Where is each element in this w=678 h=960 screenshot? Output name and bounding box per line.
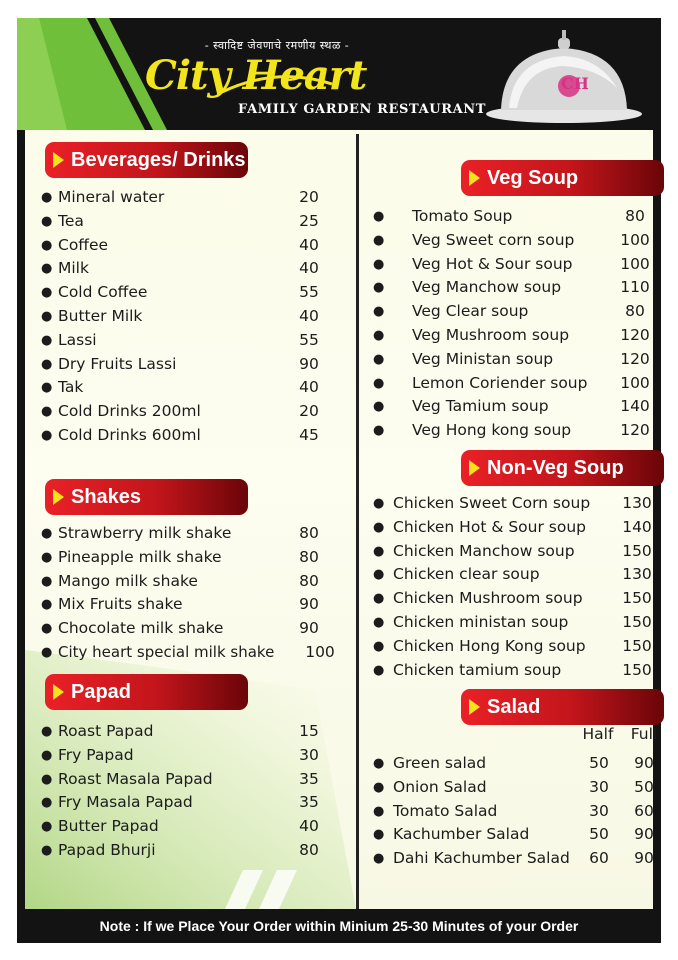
list-item: ● Coffee 40 — [41, 235, 319, 254]
shakes-list — [41, 522, 341, 665]
list-item: ● Tomato Soup 80 — [373, 207, 645, 225]
list-item: ● Chicken ministan soup 150 — [373, 612, 652, 631]
list-item: ● Chicken Manchow soup 150 — [373, 541, 652, 560]
list-item: ● Butter Milk 40 — [41, 306, 319, 325]
list-item: ● Dry Fruits Lassi 90 — [41, 354, 319, 373]
list-item: ● Papad Bhurji 80 — [41, 840, 319, 859]
arrow-right-icon — [53, 684, 64, 700]
list-item: ● City heart special milk shake 100 — [41, 642, 335, 661]
heart-swoosh-icon — [217, 70, 337, 100]
salad-half-header: Half — [582, 725, 614, 743]
list-item: ● Tak 40 — [41, 378, 319, 397]
list-item: ● Chicken Hot & Sour soup 140 — [373, 517, 652, 536]
beverages-list — [41, 186, 341, 448]
section-title: Salad — [487, 696, 541, 718]
list-item: ● Onion Salad 30 50 — [373, 777, 654, 796]
list-item: ● Butter Papad 40 — [41, 817, 319, 836]
list-item: ● Fry Masala Papad 35 — [41, 793, 319, 812]
list-item: ● Cold Drinks 600ml 45 — [41, 425, 319, 444]
list-item: ● Chicken clear soup 130 — [373, 565, 652, 584]
non-veg-soup-list — [373, 492, 658, 682]
list-item: ● Veg Manchow soup 110 — [373, 278, 650, 297]
section-banner-veg-soup — [461, 160, 664, 196]
section-title: Beverages/ Drinks — [71, 149, 246, 171]
section-banner-shakes — [45, 479, 248, 515]
section-title: Veg Soup — [487, 167, 579, 189]
section-title: Non-Veg Soup — [487, 457, 624, 479]
list-item: ● Mix Fruits shake 90 — [41, 595, 319, 614]
list-item: ● Chocolate milk shake 90 — [41, 619, 319, 638]
list-item: ● Green salad 50 90 — [373, 754, 654, 772]
papad-list — [41, 720, 341, 863]
list-item: ● Mineral water 20 — [41, 188, 319, 206]
list-item: ● Veg Ministan soup 120 — [373, 349, 650, 368]
list-item: ● Pineapple milk shake 80 — [41, 547, 319, 566]
list-item: ● Veg Sweet corn soup 100 — [373, 230, 650, 249]
list-item: ● Chicken Mushroom soup 150 — [373, 589, 652, 608]
section-title: Papad — [71, 681, 132, 703]
arrow-right-icon — [53, 152, 64, 168]
list-item: ● Veg Hong kong soup 120 — [373, 421, 650, 440]
section-banner-beverages — [45, 142, 248, 178]
salad-list — [373, 752, 658, 871]
tagline: - स्वादिष्ट जेवणाचे रमणीय स्थळ - — [204, 39, 350, 52]
section-banner-salad — [461, 689, 664, 725]
list-item: ● Roast Masala Papad 35 — [41, 769, 319, 788]
menu-header — [17, 18, 661, 130]
section-banner-papad — [45, 674, 248, 710]
list-item: ● Milk 40 — [41, 259, 319, 278]
menu-frame — [17, 18, 661, 943]
arrow-right-icon — [469, 460, 480, 476]
list-item: ● Tea 25 — [41, 211, 319, 230]
section-title: Shakes — [71, 486, 142, 508]
arrow-right-icon — [53, 489, 64, 505]
list-item: ● Lassi 55 — [41, 330, 319, 349]
list-item: ● Lemon Coriender soup 100 — [373, 373, 650, 392]
list-item: ● Mango milk shake 80 — [41, 571, 319, 590]
list-item: ● Chicken Hong Kong soup 150 — [373, 636, 652, 655]
restaurant-name: FAMILY GARDEN RESTAURANT — [238, 102, 487, 117]
list-item: ● Strawberry milk shake 80 — [41, 524, 319, 542]
section-banner-non-veg-soup — [461, 450, 664, 486]
list-item: ● Veg Hot & Sour soup 100 — [373, 254, 650, 273]
list-item: ● Fry Papad 30 — [41, 745, 319, 764]
logo-text: City Heart — [145, 52, 367, 99]
list-item: ● Chicken Sweet Corn soup 130 — [373, 494, 652, 512]
list-item: ● Cold Coffee 55 — [41, 283, 319, 302]
list-item: ● Roast Papad 15 — [41, 722, 319, 740]
arrow-right-icon — [469, 170, 480, 186]
list-item: ● Chicken tamium soup 150 — [373, 660, 652, 679]
salad-full-header: Full — [630, 725, 658, 743]
list-item: ● Dahi Kachumber Salad 60 90 — [373, 849, 654, 868]
list-item: ● Tomato Salad 30 60 — [373, 801, 654, 820]
column-divider — [356, 134, 359, 909]
list-item: ● Cold Drinks 200ml 20 — [41, 402, 319, 421]
list-item: ● Kachumber Salad 50 90 — [373, 825, 654, 844]
menu-paper — [25, 130, 658, 909]
arrow-right-icon — [469, 699, 480, 715]
footer-note: Note : If we Place Your Order within Minium 25-30 Minutes of your Order — [99, 918, 579, 934]
list-item: ● Veg Mushroom soup 120 — [373, 325, 650, 344]
list-item: ● Veg Tamium soup 140 — [373, 397, 650, 416]
list-item: ● Veg Clear soup 80 — [373, 302, 645, 321]
logo-mark: CH — [561, 74, 589, 93]
veg-soup-list — [373, 205, 658, 443]
